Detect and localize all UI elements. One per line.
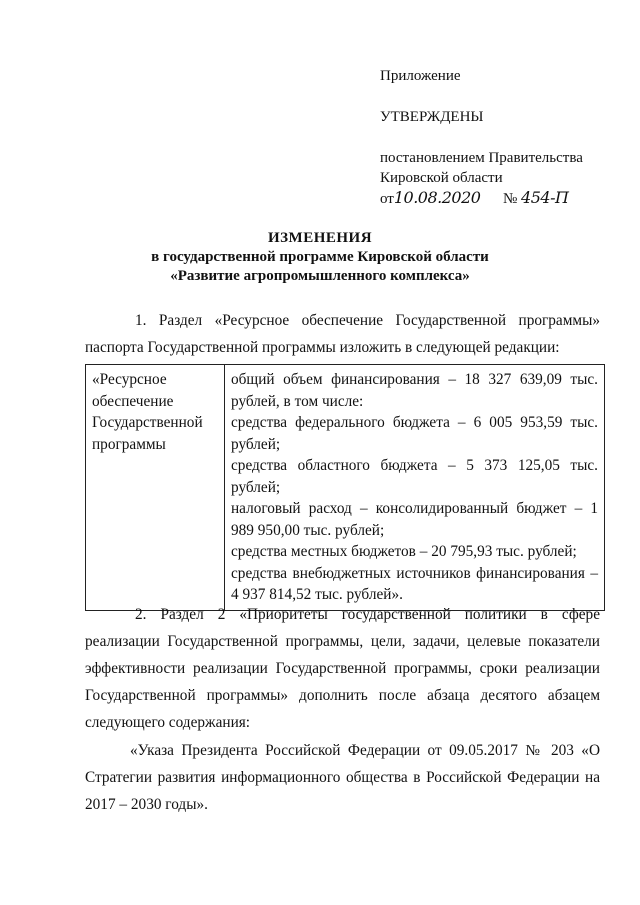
- decree-reference-text: «Указа Президента Российской Федерации от 09.05.2017 № 203 «О Стратегии развития информационного общества в Российской Федерации на 2017 – 2030 годы».: [85, 742, 600, 813]
- approved-label: УТВЕРЖДЕНЫ: [380, 109, 484, 125]
- table-row: [86, 365, 605, 611]
- section-1-text: 1. Раздел «Ресурсное обеспечение Государственной программы» паспорта Государственной программы изложить в следующей редакции:: [85, 312, 600, 356]
- section-2-text: 2. Раздел 2 «Приоритеты государственной политики в сфере реализации Государственной программы, цели, задачи, целевые показатели эффективности реализации Государственной программы, сроки реализации Государственной программы» дополнить после абзаца десятого абзацем следующего содержания:: [85, 606, 600, 731]
- from-label: от: [380, 191, 394, 207]
- number-label: №: [502, 191, 518, 207]
- funding-extrabudgetary: средства внебюджетных источников финансирования – 4 937 814,52 тыс. рублей».: [231, 564, 598, 603]
- resources-table: [85, 364, 605, 611]
- decree-reference: [85, 737, 600, 818]
- title-line-2: в государственной программе Кировской области: [151, 249, 489, 265]
- table-cell-label: «Ресурсное обеспечение Государственной программы: [86, 365, 225, 611]
- funding-regional: средства областного бюджета – 5 373 125,05 тыс. рублей;: [231, 457, 598, 496]
- decree-date-number: [380, 188, 620, 209]
- document-title: [40, 229, 600, 286]
- funding-tax: налоговый расход – консолидированный бюджет – 1 989 950,00 тыс. рублей;: [231, 500, 598, 539]
- approval-block: [380, 66, 620, 209]
- handwritten-number: 454-П: [521, 188, 569, 207]
- decree-line-2: Кировской области: [380, 170, 503, 186]
- handwritten-date: 10.08.2020: [393, 188, 481, 207]
- section-1: [85, 307, 600, 361]
- title-main: ИЗМЕНЕНИЯ: [267, 230, 373, 246]
- appendix-label: Приложение: [380, 68, 461, 84]
- table-cell-values: [225, 365, 605, 611]
- funding-total: общий объем финансирования – 18 327 639,09 тыс. рублей, в том числе:: [231, 371, 598, 410]
- title-line-3: «Развитие агропромышленного комплекса»: [170, 268, 470, 284]
- decree-line-1: постановлением Правительства: [380, 150, 583, 166]
- funding-federal: средства федерального бюджета – 6 005 953,59 тыс. рублей;: [231, 414, 598, 453]
- funding-local: средства местных бюджетов – 20 795,93 тыс. рублей;: [231, 543, 577, 560]
- section-2: [85, 601, 600, 736]
